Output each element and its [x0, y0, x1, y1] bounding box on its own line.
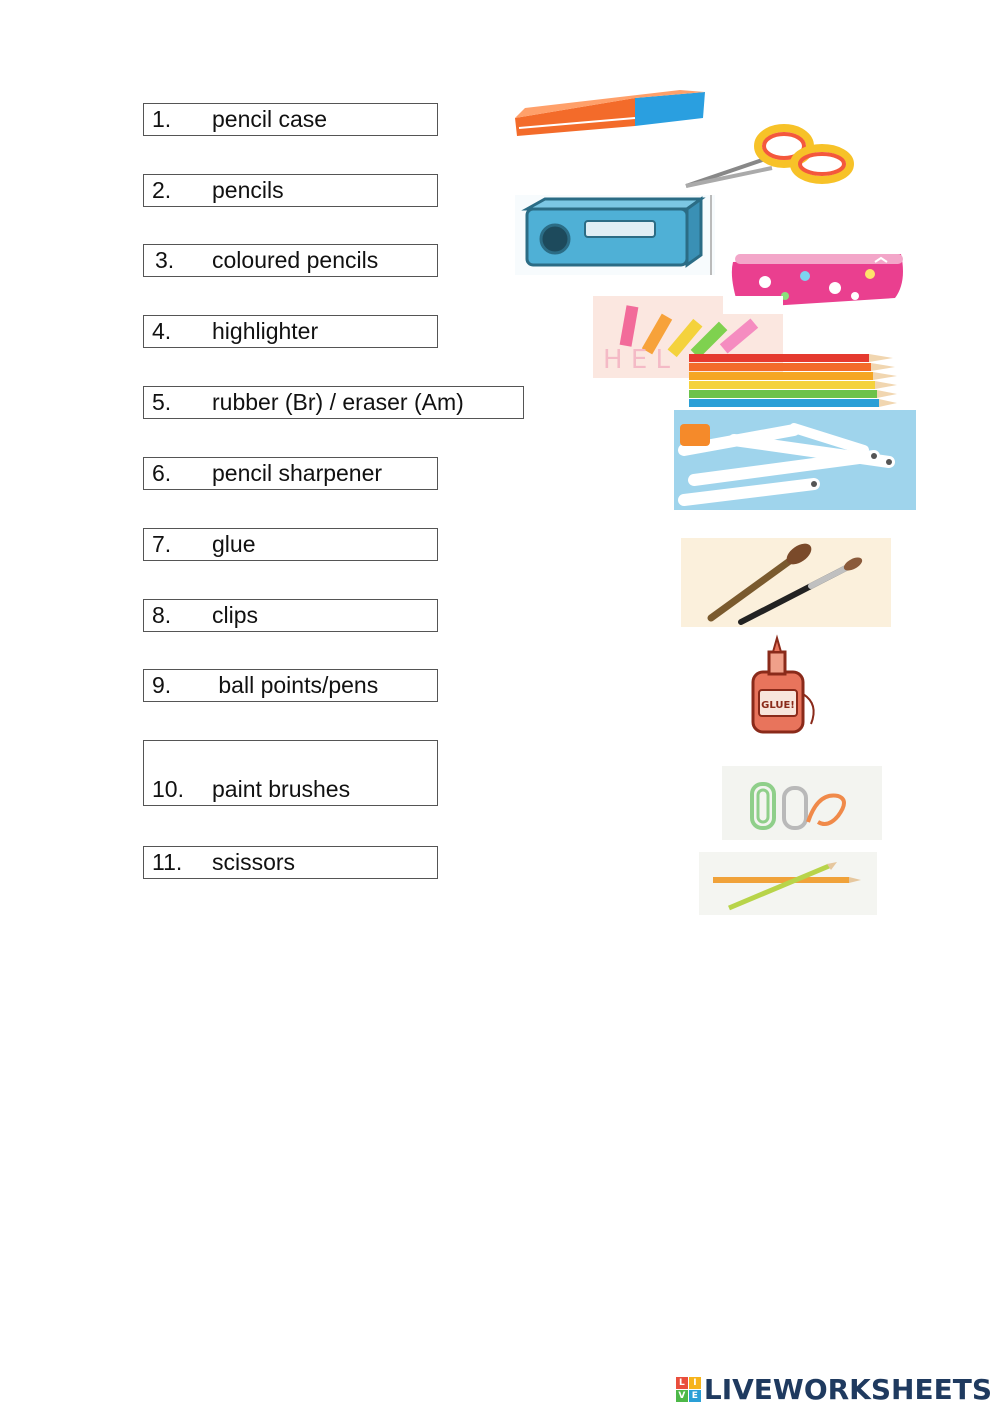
item-box-8[interactable]: [143, 599, 438, 632]
item-box-4[interactable]: [143, 315, 438, 348]
item-label: glue: [212, 531, 256, 557]
pens-picture[interactable]: [674, 410, 916, 510]
item-label: scissors: [212, 849, 296, 875]
brand-mark-l: L: [676, 1377, 688, 1389]
item-box-11[interactable]: [143, 846, 438, 879]
item-number: 7.: [152, 531, 172, 557]
item-label: pencil sharpener: [212, 460, 383, 486]
item-box-2[interactable]: [143, 174, 438, 207]
pencils-picture[interactable]: [699, 852, 877, 915]
glue-label: GLUE!: [761, 700, 795, 711]
item-box-1[interactable]: [143, 103, 438, 136]
item-label: clips: [212, 602, 259, 628]
clips-picture[interactable]: [722, 766, 882, 840]
brand-mark-icon: [676, 1377, 701, 1402]
item-number: 1.: [152, 106, 172, 132]
item-box-5[interactable]: [143, 386, 524, 419]
paint-brushes-picture[interactable]: [681, 538, 891, 627]
brand-mark-i: I: [689, 1377, 701, 1389]
item-label: pencil case: [212, 106, 328, 132]
item-number: 11.: [152, 849, 183, 875]
item-label: ball points/pens: [212, 672, 379, 698]
item-label: pencils: [212, 177, 284, 203]
item-number: 10.: [152, 776, 184, 802]
item-box-7[interactable]: [143, 528, 438, 561]
item-number: 8.: [152, 602, 172, 628]
item-box-10[interactable]: [143, 740, 438, 806]
item-number: 2.: [152, 177, 172, 203]
item-number: 6.: [152, 460, 172, 486]
item-number: 9.: [152, 672, 172, 698]
brand-logo: [676, 1373, 992, 1405]
brand-mark-e: E: [689, 1390, 701, 1402]
coloured-pencils-picture[interactable]: [685, 350, 900, 412]
item-number: 4.: [152, 318, 172, 344]
item-label: highlighter: [212, 318, 319, 344]
item-box-3[interactable]: [143, 244, 438, 277]
item-label: rubber (Br) / eraser (Am): [212, 389, 464, 415]
brand-mark-v: V: [676, 1390, 688, 1402]
item-number: 5.: [152, 389, 172, 415]
scissors-picture[interactable]: [680, 120, 860, 195]
item-label: paint brushes: [212, 776, 351, 802]
item-number: 3.: [155, 247, 175, 273]
sharpener-picture[interactable]: [515, 195, 715, 275]
item-box-6[interactable]: [143, 457, 438, 490]
svg-text:H E L: H E L: [603, 345, 670, 375]
glue-picture[interactable]: [739, 634, 829, 741]
item-label: coloured pencils: [212, 247, 379, 273]
brand-name: LIVEWORKSHEETS: [703, 1372, 992, 1406]
item-box-9[interactable]: [143, 669, 438, 702]
